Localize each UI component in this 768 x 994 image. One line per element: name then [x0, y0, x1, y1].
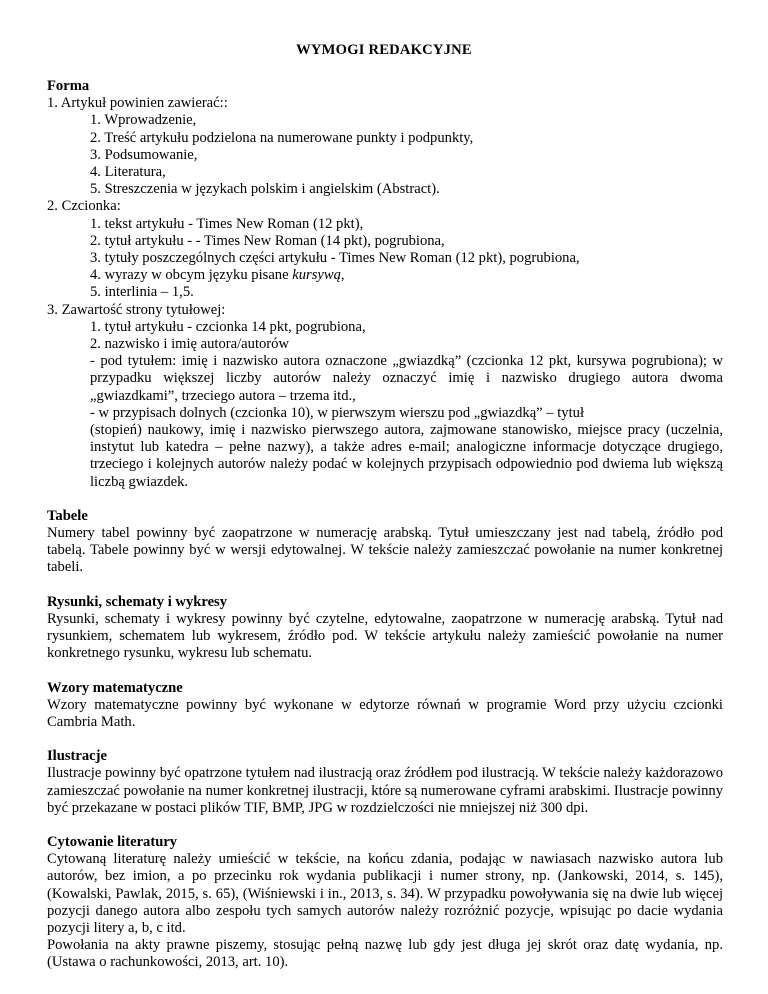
sub-list-text: 4. wyrazy w obcym języku pisane — [90, 267, 293, 284]
sub-list-item: 1. Wprowadzenie, — [90, 112, 197, 129]
section-ilustracje — [47, 748, 723, 817]
italic-word: kursywą — [292, 267, 341, 284]
sub-list-item: 2. Treść artykułu podzielona na numerowane punkty i podpunkty, — [90, 129, 474, 146]
section-heading: Cytowanie literatury — [47, 833, 178, 850]
sub-list-item: 4. Literatura, — [90, 164, 166, 181]
sub-list-item: 3. Podsumowanie, — [90, 146, 198, 163]
section-heading: Ilustracje — [47, 748, 107, 765]
section-tabele — [47, 508, 723, 577]
section-text: Cytowaną literaturę należy umieścić w tekście, na końcu zdania, podając w nawiasach nazwisko autora lub autorów, bez imion, a po przecinku rok wydania publikacji i numer strony, np. (Jankowski, 2014, s. 145), (Kowalski, Pawlak, 2015, s. 65), (Wiśniewski i in., 2013, s. 34). W przypadku powoływania się na dwie lub więcej pozycji danego autora albo zespołu tych samych autorów należy rozróżnić pozycje, wpisując po dacie wydania pozycji litery a, b, c itd. — [47, 851, 723, 936]
sub-list-item: 2. tytuł artykułu - - Times New Roman (14 pkt), pogrubiona, — [90, 232, 445, 249]
paragraph-footnotes-intro: - w przypisach dolnych (czcionka 10), w pierwszym wierszu pod „gwiazdką” – tytuł — [90, 404, 584, 421]
section-cytowanie — [47, 834, 723, 972]
paragraph-authors: - pod tytułem: imię i nazwisko autora oznaczone „gwiazdką” (czcionka 12 pkt, kursywa pogrubiona); w przypadku większej liczby autorów należy oznaczyć imię i nazwisko drugiego autora dwoma „gwiazdkami”, trzeciego autora – trzema itd., — [90, 353, 723, 404]
sub-list-item: 5. Streszczenia w językach polskim i angielskim (Abstract). — [90, 181, 440, 198]
section-text: Numery tabel powinny być zaopatrzone w numerację arabską. Tytuł umieszczany jest nad tabelą, źródło pod tabelą. Tabele powinny być w wersji edytowalnej. W tekście należy zamieszczać powołanie na numer konkretnej tabeli. — [47, 525, 723, 576]
section-text: Powołania na akty prawne piszemy, stosując pełną nazwę lub gdy jest długa jej skrót oraz datę wydania, np. (Ustawa o rachunkowości, 2013, art. 10). — [47, 937, 723, 971]
paragraph-footnotes: (stopień) naukowy, imię i nazwisko pierwszego autora, zajmowane stanowisko, miejsce pracy (uczelnia, instytut lub katedra – pełne nazwy), a także adres e-mail; analogiczne informacje dotyczące drugiego, trzeciego i kolejnych autorów należy podać w kolejnych przypisach odpowiednio pod dwiema lub większą liczbą gwiazdek. — [90, 422, 723, 490]
section-rysunki — [47, 594, 723, 663]
sub-list-item: 1. tekst artykułu - Times New Roman (12 pkt), — [90, 215, 364, 232]
punctuation: , — [340, 267, 345, 284]
sub-list-item: 1. tytuł artykułu - czcionka 14 pkt, pogrubiona, — [90, 318, 366, 335]
list-item: 3. Zawartość strony tytułowej: — [47, 301, 226, 318]
section-text: Rysunki, schematy i wykresy powinny być czytelne, edytowalne, zaopatrzone w numerację arabską. Tytuł nad rysunkiem, schematem lub wykresem, źródło pod. W tekście artykułu należy zamieścić powołanie na numer konkretnego rysunku, wykresu lub schematu. — [47, 610, 723, 662]
section-heading: Wzory matematyczne — [47, 679, 183, 696]
section-forma — [47, 78, 723, 491]
section-heading: Tabele — [47, 507, 88, 524]
section-wzory — [47, 680, 723, 732]
section-text: Ilustracje powinny być opatrzone tytułem nad ilustracją oraz źródłem pod ilustracją. W tekście należy każdorazowo zamieszczać powołanie na numer konkretnej ilustracji, które są numerowane cyframi arabskimi. Ilustracje powinny być przekazane w postaci plików TIF, BMP, JPG w rozdzielczości nie mniejszej niż 300 dpi. — [47, 765, 723, 816]
list-item: 2. Czcionka: — [47, 198, 121, 215]
document-title: WYMOGI REDAKCYJNE — [296, 42, 472, 58]
section-text: Wzory matematyczne powinny być wykonane w edytorze równań w programie Word przy użyciu czcionki Cambria Math. — [47, 696, 723, 730]
sub-list-item: 2. nazwisko i imię autora/autorów — [90, 336, 289, 353]
document-body — [47, 78, 723, 972]
sub-list-item: 3. tytuły poszczególnych części artykułu - Times New Roman (12 pkt), pogrubiona, — [90, 250, 580, 267]
sub-list-item — [47, 267, 723, 284]
section-heading: Rysunki, schematy i wykresy — [47, 593, 228, 610]
section-heading: Forma — [47, 78, 90, 94]
list-item: 1. Artykuł powinien zawierać:: — [47, 95, 228, 112]
sub-list-item: 5. interlinia – 1,5. — [90, 284, 194, 301]
